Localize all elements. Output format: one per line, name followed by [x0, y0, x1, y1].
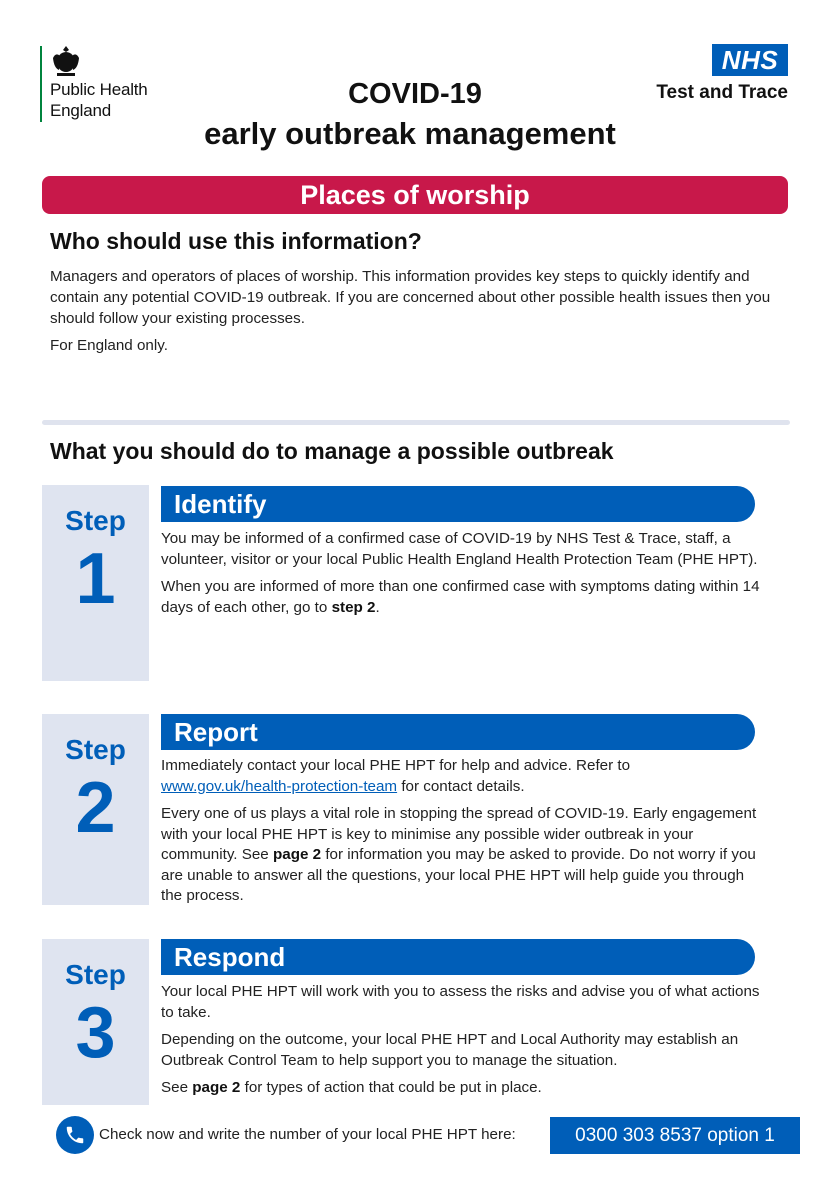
step-1-body	[161, 529, 761, 625]
page-2-reference: page 2	[192, 1079, 241, 1096]
section-divider	[42, 420, 790, 425]
step-number: 3	[75, 993, 116, 1073]
step-3-paragraph-3: See page 2 for types of action that could be put in place.	[161, 1079, 542, 1096]
category-banner: Places of worship	[42, 176, 788, 214]
step-label: Step	[65, 959, 126, 990]
step-2-title: Report	[161, 714, 755, 750]
footer-instruction: Check now and write the number of your local PHE HPT here:	[99, 1126, 516, 1143]
scope-note: For England only.	[50, 337, 168, 354]
step-number: 1	[75, 539, 116, 619]
intro-heading: Who should use this information?	[50, 228, 422, 254]
step-3-paragraph-1: Your local PHE HPT will work with you to assess the risks and advise you of what actions to take.	[161, 983, 760, 1021]
nhs-badge: NHS	[712, 44, 788, 76]
step-2-body	[161, 756, 761, 914]
step-2-panel	[42, 714, 149, 905]
phone-number-box: 0300 303 8537 option 1	[550, 1117, 800, 1154]
phone-handset-icon	[64, 1124, 86, 1146]
step-1-title: Identify	[161, 486, 755, 522]
org-name-line1: Public Health	[50, 80, 148, 99]
step-2-reference: step 2	[331, 598, 376, 616]
nhs-service-name: Test and Trace	[656, 82, 788, 103]
step-3-panel	[42, 939, 149, 1105]
phone-icon	[56, 1116, 94, 1154]
step-3-title: Respond	[161, 939, 755, 975]
page-title: COVID-19	[348, 78, 482, 110]
intro-paragraph: Managers and operators of places of worship. This information provides key steps to quickly identify and contain any potential COVID-19 outbreak. If you are concerned about other possible health issues then you should follow your existing processes.	[50, 268, 771, 327]
step-2-paragraph-2: Every one of us plays a vital role in stopping the spread of COVID-19. Early engagement with your local PHE HPT is key to minimise any possible wider outbreak in your community. See page 2 for information you may be asked to provide. Do not worry if you are unable to answer all the questions, your local PHE HPT will help guide you through the process.	[161, 805, 757, 904]
step-3-body	[161, 982, 761, 1106]
step-2-paragraph-1: Immediately contact your local PHE HPT for help and advice. Refer to www.gov.uk/health-protection-team for contact details.	[161, 757, 631, 795]
step-3-paragraph-2: Depending on the outcome, your local PHE HPT and Local Authority may establish an Outbreak Control Team to help support you to manage the situation.	[161, 1031, 739, 1069]
page-subtitle: early outbreak management	[204, 116, 616, 151]
health-protection-team-link[interactable]: www.gov.uk/health-protection-team	[161, 777, 398, 795]
org-name-line2: England	[50, 101, 111, 120]
step-number: 2	[75, 768, 116, 848]
section-heading: What you should do to manage a possible outbreak	[50, 438, 614, 464]
royal-crest-icon	[49, 44, 83, 78]
step-label: Step	[65, 734, 126, 765]
step-1-panel	[42, 485, 149, 681]
step-label: Step	[65, 505, 126, 536]
step-1-paragraph-1: You may be informed of a confirmed case of COVID-19 by NHS Test & Trace, staff, a volunteer, visitor or your local Public Health England Health Protection Team (PHE HPT).	[161, 530, 758, 568]
page-2-reference: page 2	[272, 846, 322, 863]
step-1-paragraph-2: When you are informed of more than one confirmed case with symptoms dating within 14 days of each other, go to step 2.	[161, 578, 760, 616]
